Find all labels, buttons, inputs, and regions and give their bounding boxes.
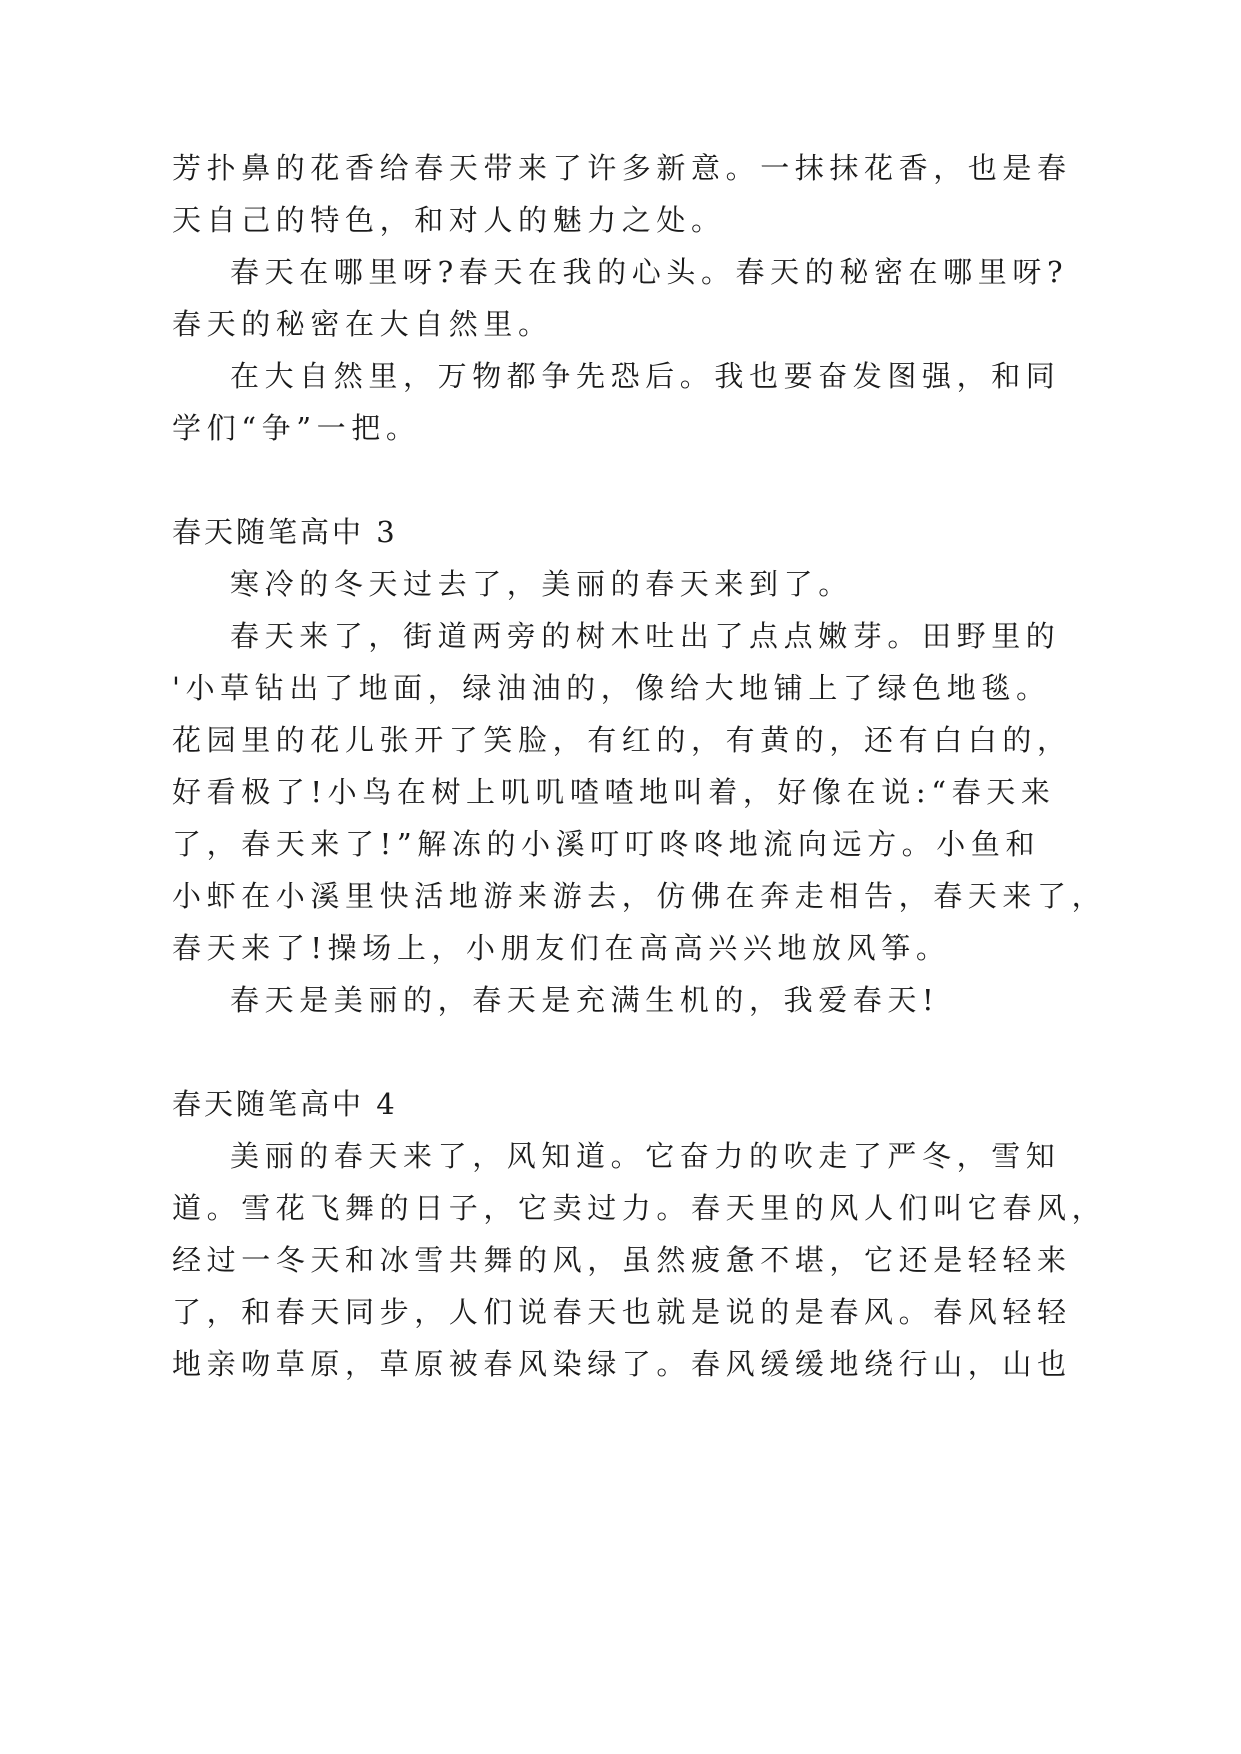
- text-line: 好看极了!小鸟在树上叽叽喳喳地叫着，好像在说:“春天来: [172, 775, 1056, 809]
- text-line: 寒冷的冬天过去了，美丽的春天来到了。: [230, 567, 853, 601]
- text-line: 小虾在小溪里快活地游来游去，仿佛在奔走相告，春天来了，: [172, 879, 1107, 913]
- text-line: 美丽的春天来了，风知道。它奋力的吹走了严冬，雪知: [230, 1139, 1061, 1173]
- text-line: 了，春天来了!”解冻的小溪叮叮咚咚地流向远方。小鱼和: [172, 827, 1041, 861]
- section-heading: 春天随笔高中 3: [172, 515, 398, 549]
- text-line: '小草钻出了地面，绿油油的，像给大地铺上了绿色地毯。: [172, 671, 1051, 705]
- text-line: 芳扑鼻的花香给春天带来了许多新意。一抹抹花香，也是春: [172, 151, 1072, 185]
- text-line: 经过一冬天和冰雪共舞的风，虽然疲惫不堪，它还是轻轻来: [172, 1243, 1072, 1277]
- text-line: 春天是美丽的，春天是充满生机的，我爱春天!: [230, 983, 940, 1017]
- text-line: 地亲吻草原，草原被春风染绿了。春风缓缓地绕行山，山也: [172, 1347, 1072, 1381]
- text-line: 道。雪花飞舞的日子，它卖过力。春天里的风人们叫它春风，: [172, 1191, 1107, 1225]
- text-line: 春天来了，街道两旁的树木吐出了点点嫩芽。田野里的: [230, 619, 1061, 653]
- text-line: 在大自然里，万物都争先恐后。我也要奋发图强，和同: [230, 359, 1061, 393]
- text-line: 花园里的花儿张开了笑脸，有红的，有黄的，还有白白的，: [172, 723, 1072, 757]
- text-line: 春天的秘密在大自然里。: [172, 307, 553, 341]
- text-line: 春天在哪里呀?春天在我的心头。春天的秘密在哪里呀?: [230, 255, 1069, 289]
- text-line: 天自己的特色，和对人的魅力之处。: [172, 203, 726, 237]
- text-line: 学们“争”一把。: [172, 411, 421, 445]
- section-heading: 春天随笔高中 4: [172, 1087, 398, 1121]
- text-line: 了，和春天同步，人们说春天也就是说的是春风。春风轻轻: [172, 1295, 1072, 1329]
- text-line: 春天来了!操场上，小朋友们在高高兴兴地放风筝。: [172, 931, 951, 965]
